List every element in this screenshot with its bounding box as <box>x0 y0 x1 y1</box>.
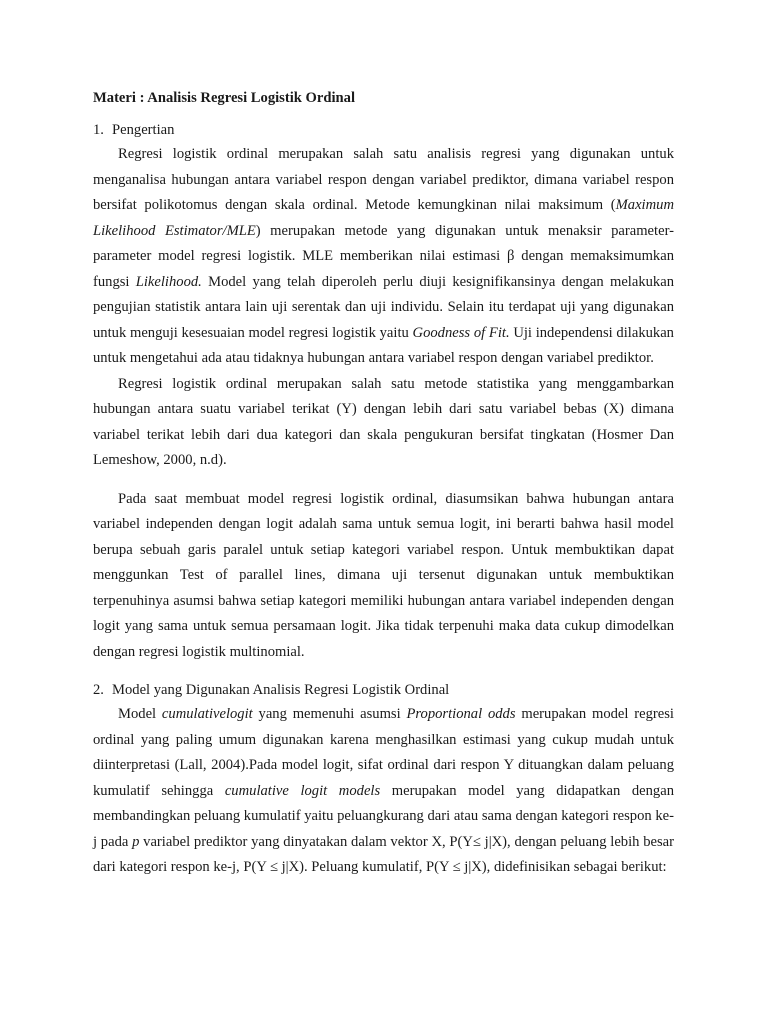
section-heading-model <box>93 678 674 702</box>
text-run: ) merupakan metode yang digunakan untuk menaksir parameter-parameter model regresi logistik. MLE memberikan nilai estimasi β dengan memaksimumkan fungsi <box>93 222 674 290</box>
paragraph <box>93 142 674 372</box>
italic-term: Maximum Likelihood Estimator/MLE <box>93 197 674 239</box>
text-run: yang memenuhi asumsi <box>252 706 407 722</box>
italic-term: cumulative logit models <box>224 782 381 799</box>
text-run: merupakan model yang didapatkan dengan membandingkan peluang kumulatif yaitu peluangkurang dari atau sama dengan kategori respon ke-j pada <box>93 782 674 850</box>
text-run: merupakan model regresi ordinal yang paling umum digunakan karena menghasilkan estimasi yang cukup mudah untuk diinterpretasi (Lall, 2004).Pada model logit, sifat ordinal dari respon Y dituangkan dalam peluang kumulatif sehingga <box>93 706 674 799</box>
italic-term: p <box>132 833 140 850</box>
paragraph <box>93 372 674 474</box>
italic-term: cumulativelogit <box>161 706 253 722</box>
italic-term: Likelihood. <box>135 273 202 290</box>
section-number: 2. <box>93 682 104 698</box>
text-run: Regresi logistik ordinal merupakan salah satu analisis regresi yang digunakan untuk menganalisa hubungan antara variabel respon dengan variabel prediktor, dimana variabel respon bersifat polikotomus dengan skala ordinal. Metode kemungkinan nilai maksimum ( <box>93 146 674 213</box>
text-run: Model yang telah diperoleh perlu diuji kesignifikansinya dengan melakukan pengujian statistik antara lain uji serentak dan uji individu. Selain itu terdapat uji yang digunakan untuk menguji kesesuaian model regresi logistik yaitu <box>93 273 674 341</box>
italic-term: Goodness of Fit. <box>412 324 510 341</box>
text-run: Model <box>118 706 162 722</box>
document-title: Materi : Analisis Regresi Logistik Ordinal <box>93 90 356 106</box>
section-heading-text: Pengertian <box>112 122 175 138</box>
document-body <box>93 86 674 881</box>
section-heading-pengertian <box>93 118 674 142</box>
paragraph <box>93 702 674 881</box>
section-number: 1. <box>93 122 104 138</box>
text-run: Regresi logistik ordinal merupakan salah satu metode statistika yang menggambarkan hubungan antara suatu variabel terikat (Y) dengan lebih dari satu variabel bebas (X) dimana variabel terikat lebih dari dua kategori dan skala pengukuran bersifat tingkatan (Hosmer Dan Lemeshow, 2000, n.d). <box>93 375 674 468</box>
section-heading-text: Model yang Digunakan Analisis Regresi Logistik Ordinal <box>112 682 450 698</box>
paragraph <box>93 487 674 666</box>
italic-term: Proportional odds <box>406 706 516 722</box>
text-run: Pada saat membuat model regresi logistik ordinal, diasumsikan bahwa hubungan antara variabel independen dengan logit adalah sama untuk semua logit, ini berarti bahwa hasil model berupa sebuah garis paralel untuk setiap kategori variabel respon. Untuk membuktikan dapat menggunkan Test of parallel lines, dimana uji tersenut digunakan untuk membuktikan terpenuhinya asumsi bahwa setiap kategori memiliki hubungan antara variabel independen dengan logit yang sama untuk semua persamaan logit. Jika tidak terpenuhi maka data cukup dimodelkan dengan regresi logistik multinomial. <box>93 490 674 660</box>
text-run: variabel prediktor yang dinyatakan dalam vektor X, P(Y≤ j|X), dengan peluang lebih besar dari kategori respon ke-j, P(Y ≤ j|X). Peluang kumulatif, P(Y ≤ j|X), didefinisikan sebagai berikut: <box>93 833 674 875</box>
text-run: Uji independensi dilakukan untuk mengetahui ada atau tidaknya hubungan antara variabel respon dengan variabel prediktor. <box>93 324 674 366</box>
